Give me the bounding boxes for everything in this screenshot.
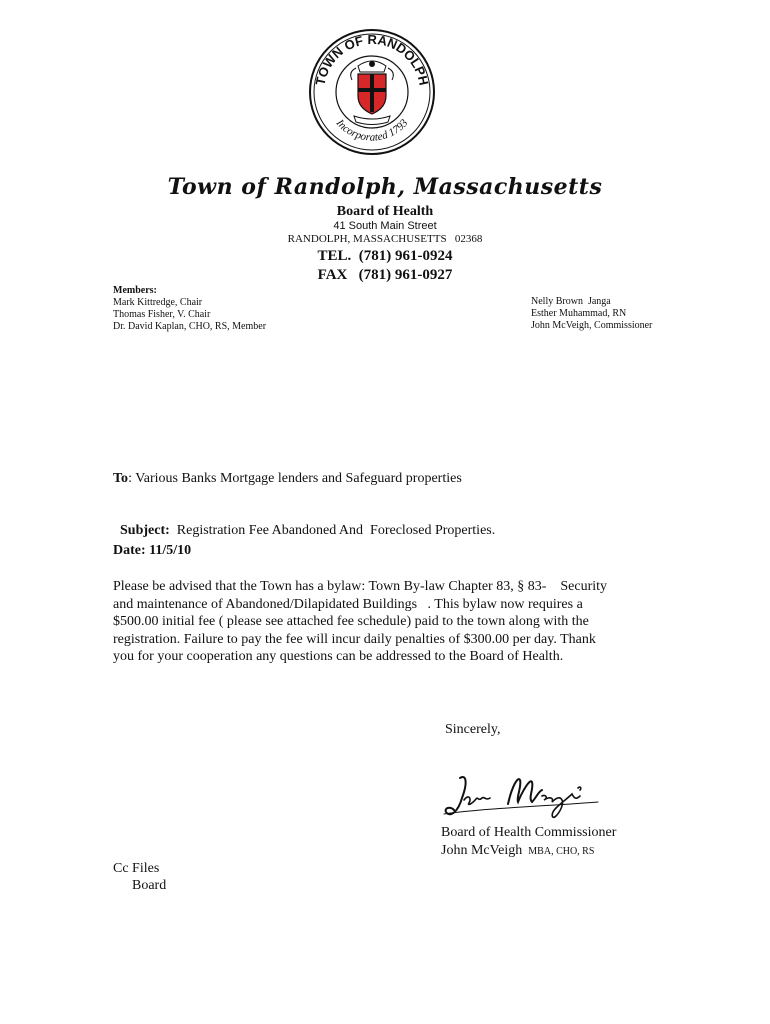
subject-value: Registration Fee Abandoned And Foreclosed Properties. (176, 523, 496, 538)
fax-number: FAX (781) 961-0927 (317, 267, 453, 283)
street-address: 41 South Main Street (333, 220, 437, 232)
to-label: To (113, 471, 129, 486)
members-label: Members: (113, 285, 157, 296)
signer-name-line (441, 843, 594, 859)
town-title: Town of Randolph, Massachusetts (167, 174, 603, 200)
telephone-number: TEL. (781) 961-0924 (317, 248, 453, 264)
signer-name: John McVeigh (441, 843, 523, 858)
town-seal-image (308, 28, 436, 156)
letter-body-paragraph (113, 578, 673, 666)
to-line (113, 471, 462, 487)
member-item: Thomas Fisher, V. Chair (113, 309, 211, 320)
closing: Sincerely, (445, 722, 501, 737)
cc-line-files: Cc Files (113, 861, 160, 876)
subject-label: Subject: (120, 523, 170, 538)
subject-line (113, 507, 495, 539)
board-name: Board of Health (336, 204, 434, 219)
member-item: Nelly Brown Janga (531, 296, 611, 307)
city-address: RANDOLPH, MASSACHUSETTS 02368 (287, 233, 483, 245)
member-item: Esther Muhammad, RN (531, 308, 627, 319)
svg-text:Incorporated 1793: Incorporated 1793 (333, 117, 411, 144)
svg-text:TOWN OF RANDOLPH: TOWN OF RANDOLPH (312, 31, 432, 87)
paragraph-line: you for your cooperation any questions can be addressed to the Board of Health. (113, 649, 564, 664)
member-item: Mark Kittredge, Chair (113, 297, 203, 308)
members-list-right (531, 296, 652, 332)
cc-line-board: Board (132, 878, 167, 893)
handwritten-signature (438, 768, 618, 826)
paragraph-line: and maintenance of Abandoned/Dilapidated Buildings . This bylaw now requires a (113, 596, 583, 612)
paragraph-line: registration. Failure to pay the fee will incur daily penalties of $300.00 per day. Thank (113, 631, 596, 647)
members-list-left (113, 285, 266, 333)
paragraph-line: $500.00 initial fee ( please see attached fee schedule) paid to the town along with the (113, 614, 589, 629)
paragraph-line: Please be advised that the Town has a bylaw: Town By-law Chapter 83, § 83- Security (113, 579, 608, 594)
date-line: Date: 11/5/10 (113, 543, 192, 558)
to-value: : Various Banks Mortgage lenders and Safeguard properties (128, 471, 462, 486)
signer-title: Board of Health Commissioner (441, 825, 617, 840)
member-item: Dr. David Kaplan, CHO, RS, Member (113, 321, 267, 332)
member-item: John McVeigh, Commissioner (531, 320, 653, 331)
signer-credentials: MBA, CHO, RS (528, 846, 595, 857)
